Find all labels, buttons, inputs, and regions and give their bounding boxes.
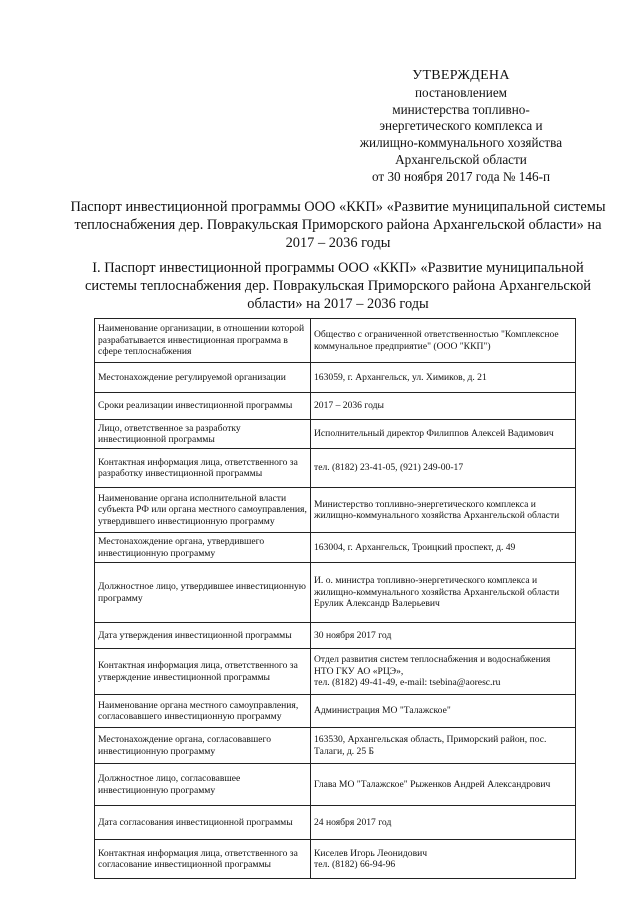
table-row [95, 764, 576, 806]
row-value: тел. (8182) 23-41-05, (921) 249-00-17 [311, 449, 576, 488]
document-title: Паспорт инвестиционной программы ООО «ККП» «Развитие муниципальной системы теплоснабжения дер. Повракульская Приморского района Архангельской области» на 2017 – 2036 годы [70, 199, 606, 251]
row-label: Должностное лицо, утвердившее инвестиционную программу [95, 563, 311, 623]
table-row [95, 393, 576, 420]
row-label: Контактная информация лица, ответственного за согласование инвестиционной программы [95, 840, 311, 879]
row-value: Министерство топливно-энергетического комплекса и жилищно-коммунального хозяйства Архангельской области [311, 488, 576, 533]
row-label: Лицо, ответственное за разработку инвестиционной программы [95, 420, 311, 449]
row-label: Местонахождение органа, утвердившего инвестиционную программу [95, 533, 311, 563]
row-label: Наименование органа исполнительной власти субъекта РФ или органа местного самоуправления, утвердившего инвестиционную программу [95, 488, 311, 533]
row-value: 24 ноября 2017 год [311, 806, 576, 840]
table-row [95, 488, 576, 533]
row-label: Наименование органа местного самоуправления, согласовавшего инвестиционную программу [95, 695, 311, 728]
row-label: Должностное лицо, согласовавшее инвестиционную программу [95, 764, 311, 806]
row-label: Дата согласования инвестиционной программы [95, 806, 311, 840]
table-row [95, 319, 576, 363]
row-value: 2017 – 2036 годы [311, 393, 576, 420]
table-row [95, 840, 576, 879]
passport-table [94, 318, 576, 879]
row-value: Администрация МО "Талажское" [311, 695, 576, 728]
row-label: Сроки реализации инвестиционной программы [95, 393, 311, 420]
approval-line: министерства топливно- [392, 101, 530, 117]
row-label: Наименование организации, в отношении которой разрабатывается инвестиционная программа в сфере теплоснабжения [95, 319, 311, 363]
table-row [95, 420, 576, 449]
table-row [95, 533, 576, 563]
approval-line: жилищно-коммунального хозяйства [359, 135, 563, 151]
table-row [95, 649, 576, 695]
table-row [95, 695, 576, 728]
table-row [95, 623, 576, 649]
row-label: Контактная информация лица, ответственного за разработку инвестиционной программы [95, 449, 311, 488]
row-value: 163530, Архангельская область, Приморский район, пос. Талаги, д. 25 Б [311, 728, 576, 764]
row-value: 30 ноября 2017 год [311, 623, 576, 649]
row-value: И. о. министра топливно-энергетического комплекса и жилищно-коммунального хозяйства Архангельской области Ерулик Александр Валерьевич [311, 563, 576, 623]
table-row [95, 363, 576, 393]
row-label: Местонахождение регулируемой организации [95, 363, 311, 393]
row-label: Местонахождение органа, согласовавшего инвестиционную программу [95, 728, 311, 764]
approval-line: Архангельской области [395, 151, 527, 167]
approval-stamp [330, 68, 592, 186]
table-row [95, 728, 576, 764]
table-row [95, 449, 576, 488]
section-title: I. Паспорт инвестиционной программы ООО «ККП» «Развитие муниципальной системы теплоснабжения дер. Повракульская Приморского района Архангельской области» на 2017 – 2036 годы [85, 260, 591, 312]
row-value: Отдел развития систем теплоснабжения и водоснабжения НТО ГКУ АО «РЦЭ», тел. (8182) 49-41-49, e-mail: tsebina@aoresc.ru [311, 649, 576, 695]
row-value: Исполнительный директор Филиппов Алексей Вадимович [311, 420, 576, 449]
row-value: 163059, г. Архангельск, ул. Химиков, д. 21 [311, 363, 576, 393]
row-label: Дата утверждения инвестиционной программы [95, 623, 311, 649]
table-row [95, 563, 576, 623]
row-label: Контактная информация лица, ответственного за утверждение инвестиционной программы [95, 649, 311, 695]
row-value: Глава МО "Талажское" Рыженков Андрей Александрович [311, 764, 576, 806]
approval-line: от 30 ноября 2017 года № 146-п [371, 168, 551, 184]
table-row [95, 806, 576, 840]
row-value: 163004, г. Архангельск, Троицкий проспект, д. 49 [311, 533, 576, 563]
approval-heading: УТВЕРЖДЕНА [412, 68, 510, 83]
row-value: Киселев Игорь Леонидович тел. (8182) 66-94-96 [311, 840, 576, 879]
row-value: Общество с ограниченной ответственностью "Комплексное коммунальное предприятие" (ООО "ККП") [311, 319, 576, 363]
approval-line: энергетического комплекса и [379, 118, 543, 134]
approval-line: постановлением [414, 84, 508, 100]
